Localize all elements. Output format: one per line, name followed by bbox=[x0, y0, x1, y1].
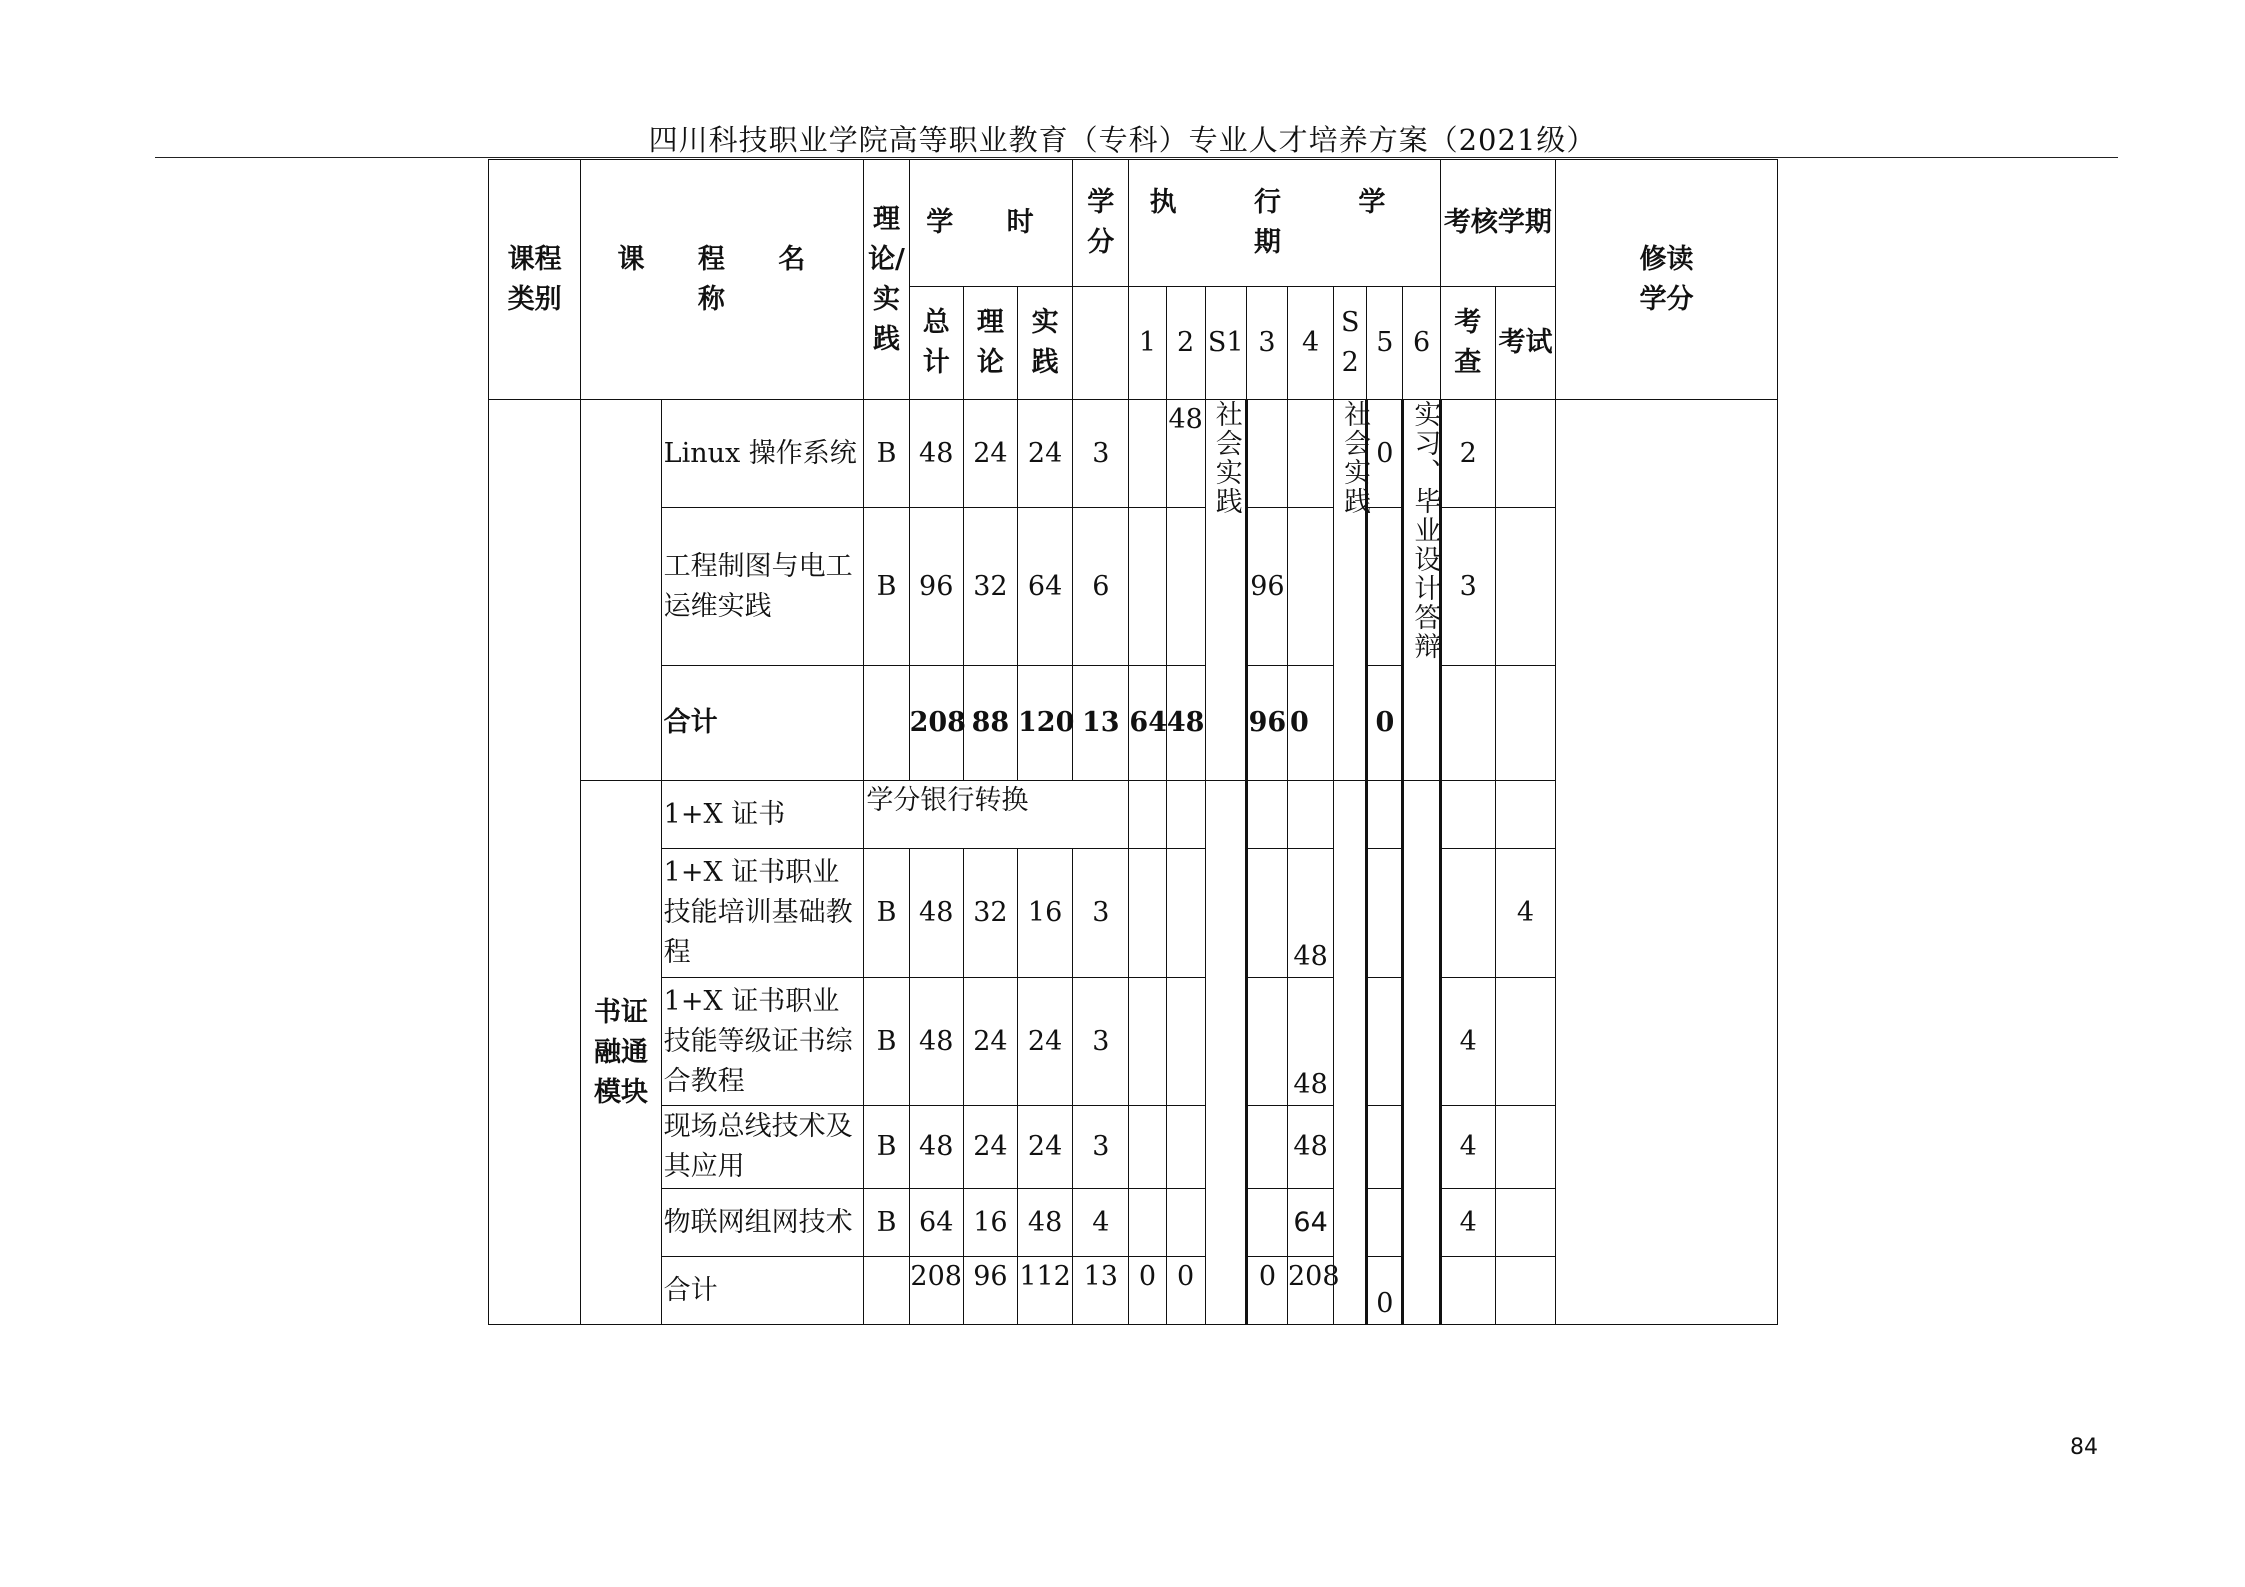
credits-cell: 3 bbox=[1073, 978, 1129, 1106]
sem-2-cell: 48 bbox=[1166, 666, 1205, 781]
course-name: 现场总线技术及其应用 bbox=[661, 1106, 864, 1189]
hours-theory: 96 bbox=[963, 1257, 1017, 1325]
page-header: 四川科技职业学院高等职业教育（专科）专业人才培养方案（2021级） bbox=[648, 123, 1597, 157]
col-header-course-name: 课 程 名 称 bbox=[581, 160, 864, 400]
sem-1-cell bbox=[1129, 400, 1166, 508]
sem-1-cell bbox=[1129, 849, 1166, 978]
credit-bank-note: 学分银行转换 bbox=[864, 781, 1129, 849]
sem-4-cell bbox=[1288, 400, 1334, 508]
col-header-sem-4: 4 bbox=[1288, 287, 1334, 400]
col-header-sem-1: 1 bbox=[1129, 287, 1166, 400]
hours-practice: 48 bbox=[1018, 1189, 1073, 1257]
sem-3-cell: 96 bbox=[1246, 508, 1287, 666]
module-cell: 书证 融通 模块 bbox=[581, 781, 661, 1325]
sem-1-cell bbox=[1129, 1106, 1166, 1189]
assess-exam-cell bbox=[1495, 1257, 1555, 1325]
hours-practice: 24 bbox=[1018, 400, 1073, 508]
sem-3-cell bbox=[1246, 1106, 1287, 1189]
course-name: 1+X 证书 bbox=[661, 781, 864, 849]
col-header-assess-exam: 考试 bbox=[1495, 287, 1555, 400]
sem-1-cell bbox=[1129, 978, 1166, 1106]
course-name: 工程制图与电工运维实践 bbox=[661, 508, 864, 666]
sem-5-cell bbox=[1367, 1106, 1403, 1189]
sem-s2-lower bbox=[1334, 781, 1367, 1325]
hours-theory: 24 bbox=[963, 400, 1017, 508]
sem-5-cell: 0 bbox=[1367, 1257, 1403, 1325]
sem-5-cell bbox=[1367, 978, 1403, 1106]
sem-4-cell: 48 bbox=[1288, 849, 1334, 978]
sem-4-cell: 48 bbox=[1288, 978, 1334, 1106]
sem-4-cell: 208 bbox=[1288, 1257, 1334, 1325]
assess-exam-cell bbox=[1495, 1189, 1555, 1257]
hours-practice: 16 bbox=[1018, 849, 1073, 978]
sem-5-cell bbox=[1367, 849, 1403, 978]
sem-3-cell bbox=[1246, 978, 1287, 1106]
sem-2-cell bbox=[1166, 508, 1205, 666]
col-header-assess-check: 考 查 bbox=[1440, 287, 1495, 400]
assess-check-cell bbox=[1440, 1257, 1495, 1325]
hours-total: 48 bbox=[909, 978, 963, 1106]
sem-5-cell: 0 bbox=[1367, 400, 1403, 508]
sem-3-cell bbox=[1246, 1189, 1287, 1257]
sem-s1-lower bbox=[1205, 781, 1246, 1325]
course-name: 1+X 证书职业技能等级证书综合教程 bbox=[661, 978, 864, 1106]
credits-cell: 3 bbox=[1073, 849, 1129, 978]
assess-check-cell: 4 bbox=[1440, 978, 1495, 1106]
table-row bbox=[489, 400, 1778, 508]
type-cell: B bbox=[864, 508, 909, 666]
col-header-credits-blank bbox=[1073, 287, 1129, 400]
col-header-sem-s2: S 2 bbox=[1334, 287, 1367, 400]
course-name: 物联网组网技术 bbox=[661, 1189, 864, 1257]
col-header-semesters: 执 行 学 期 bbox=[1129, 160, 1440, 287]
type-cell: B bbox=[864, 400, 909, 508]
credits-cell: 4 bbox=[1073, 1189, 1129, 1257]
assess-check-cell: 3 bbox=[1440, 508, 1495, 666]
credits-cell: 13 bbox=[1073, 666, 1129, 781]
sem-2-cell bbox=[1166, 1106, 1205, 1189]
hours-practice: 64 bbox=[1018, 508, 1073, 666]
sem-2-cell bbox=[1166, 781, 1205, 849]
sem-3-cell bbox=[1246, 849, 1287, 978]
assess-exam-cell bbox=[1495, 508, 1555, 666]
sem-4-cell bbox=[1288, 781, 1334, 849]
assess-exam-cell bbox=[1495, 666, 1555, 781]
col-header-category: 课程 类别 bbox=[489, 160, 581, 400]
sem-3-cell bbox=[1246, 400, 1287, 508]
hours-total: 208 bbox=[909, 666, 963, 781]
sem-3-cell bbox=[1246, 781, 1287, 849]
sem-3-cell: 96 bbox=[1246, 666, 1287, 781]
sem-2-cell bbox=[1166, 849, 1205, 978]
hours-practice: 24 bbox=[1018, 978, 1073, 1106]
sem-4-cell: 48 bbox=[1288, 1106, 1334, 1189]
hours-practice: 24 bbox=[1018, 1106, 1073, 1189]
assess-exam-cell bbox=[1495, 781, 1555, 849]
hours-total: 48 bbox=[909, 1106, 963, 1189]
type-cell: B bbox=[864, 849, 909, 978]
hours-total: 48 bbox=[909, 400, 963, 508]
sem-6-lower bbox=[1403, 781, 1440, 1325]
type-cell: B bbox=[864, 978, 909, 1106]
col-header-sem-2: 2 bbox=[1166, 287, 1205, 400]
sem-6-merged: 实习、毕业设计答辩 bbox=[1403, 400, 1440, 781]
credits-cell: 6 bbox=[1073, 508, 1129, 666]
hours-practice: 120 bbox=[1018, 666, 1073, 781]
col-header-sem-6: 6 bbox=[1403, 287, 1440, 400]
col-header-elective-credits: 修读 学分 bbox=[1556, 160, 1778, 400]
assess-check-cell: 4 bbox=[1440, 1106, 1495, 1189]
assess-exam-cell bbox=[1495, 978, 1555, 1106]
col-header-sem-5: 5 bbox=[1367, 287, 1403, 400]
credits-cell: 3 bbox=[1073, 400, 1129, 508]
col-header-hours-practice: 实 践 bbox=[1018, 287, 1073, 400]
header-rule bbox=[155, 157, 2118, 158]
col-header-hours-total: 总 计 bbox=[909, 287, 963, 400]
col-header-hours: 学 时 bbox=[909, 160, 1073, 287]
sem-1-cell bbox=[1129, 781, 1166, 849]
col-header-assessment: 考核学期 bbox=[1440, 160, 1555, 287]
sem-4-cell bbox=[1288, 508, 1334, 666]
hours-practice: 112 bbox=[1018, 1257, 1073, 1325]
assess-exam-cell bbox=[1495, 1106, 1555, 1189]
col-header-theory-practice: 理 论/ 实 践 bbox=[864, 160, 909, 400]
hours-total: 96 bbox=[909, 508, 963, 666]
hours-total: 208 bbox=[909, 1257, 963, 1325]
col-header-sem-3: 3 bbox=[1246, 287, 1287, 400]
hours-total: 48 bbox=[909, 849, 963, 978]
sem-1-cell: 0 bbox=[1129, 1257, 1166, 1325]
curriculum-table bbox=[488, 159, 1778, 1325]
col-header-hours-theory: 理 论 bbox=[963, 287, 1017, 400]
type-cell: B bbox=[864, 1106, 909, 1189]
sem-2-cell: 0 bbox=[1166, 1257, 1205, 1325]
hours-theory: 32 bbox=[963, 508, 1017, 666]
sem-4-cell: 0 bbox=[1288, 666, 1334, 781]
hours-theory: 24 bbox=[963, 1106, 1017, 1189]
sem-s1-merged: 社会实践 bbox=[1205, 400, 1246, 781]
course-name: Linux 操作系统 bbox=[661, 400, 864, 508]
category-cell bbox=[489, 400, 581, 1325]
hours-theory: 32 bbox=[963, 849, 1017, 978]
assess-check-cell bbox=[1440, 781, 1495, 849]
sem-5-cell bbox=[1367, 1189, 1403, 1257]
hours-theory: 88 bbox=[963, 666, 1017, 781]
assess-check-cell: 2 bbox=[1440, 400, 1495, 508]
type-cell: B bbox=[864, 1189, 909, 1257]
sem-1-cell: 64 bbox=[1129, 666, 1166, 781]
elective-credits-cell bbox=[1556, 400, 1778, 1325]
sem-2-cell bbox=[1166, 1189, 1205, 1257]
assess-exam-cell: 4 bbox=[1495, 849, 1555, 978]
module-cell-upper bbox=[581, 400, 661, 781]
sem-1-cell bbox=[1129, 1189, 1166, 1257]
sem-1-cell bbox=[1129, 508, 1166, 666]
course-name: 合计 bbox=[661, 1257, 864, 1325]
type-cell bbox=[864, 1257, 909, 1325]
assess-exam-cell bbox=[1495, 400, 1555, 508]
assess-check-cell bbox=[1440, 666, 1495, 781]
hours-total: 64 bbox=[909, 1189, 963, 1257]
sem-5-cell: 0 bbox=[1367, 666, 1403, 781]
hours-theory: 24 bbox=[963, 978, 1017, 1106]
assess-check-cell bbox=[1440, 849, 1495, 978]
sem-5-cell bbox=[1367, 781, 1403, 849]
sem-4-cell: 64 bbox=[1288, 1189, 1334, 1257]
hours-theory: 16 bbox=[963, 1189, 1017, 1257]
col-header-credits: 学 分 bbox=[1073, 160, 1129, 287]
credits-cell: 13 bbox=[1073, 1257, 1129, 1325]
sem-5-cell bbox=[1367, 508, 1403, 666]
sem-s2-merged: 社会实践 bbox=[1334, 400, 1367, 781]
col-header-sem-s1: S1 bbox=[1205, 287, 1246, 400]
credits-cell: 3 bbox=[1073, 1106, 1129, 1189]
sem-2-cell: 48 bbox=[1166, 400, 1205, 508]
course-name: 合计 bbox=[661, 666, 864, 781]
type-cell bbox=[864, 666, 909, 781]
course-name: 1+X 证书职业技能培训基础教程 bbox=[661, 849, 864, 978]
sem-3-cell: 0 bbox=[1246, 1257, 1287, 1325]
assess-check-cell: 4 bbox=[1440, 1189, 1495, 1257]
page-number: 84 bbox=[2070, 1435, 2098, 1460]
sem-2-cell bbox=[1166, 978, 1205, 1106]
